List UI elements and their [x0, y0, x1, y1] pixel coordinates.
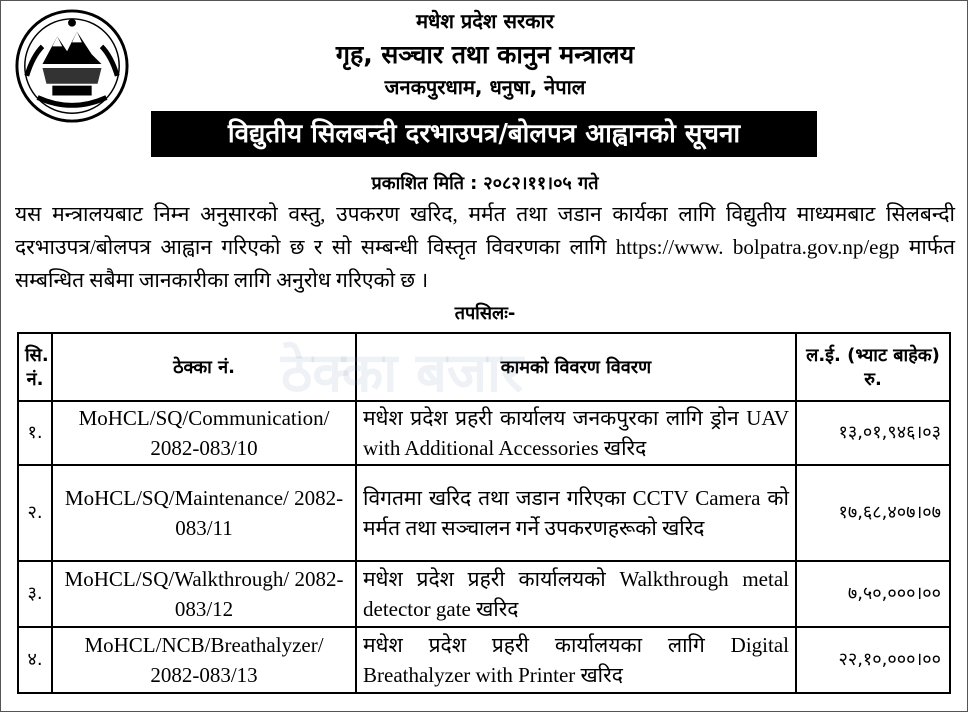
tender-table: [17, 332, 951, 694]
row-estimate: १७,६८,४०७।०७: [796, 465, 950, 561]
header-serial-number: सि. नं.: [18, 333, 52, 401]
row-contract-number: MoHCL/NCB/Breathalyzer/ 2082-083/13: [52, 627, 356, 693]
table-row: [18, 627, 950, 693]
row-serial: २.: [18, 465, 52, 561]
table-row: [18, 465, 950, 561]
row-estimate: २२,१०,०००।००: [796, 627, 950, 693]
row-serial: १.: [18, 401, 52, 465]
ministry-name: गृह, सञ्चार तथा कानुन मन्त्रालय: [335, 40, 635, 69]
notice-title: विद्युतीय सिलबन्दी दरभाउपत्र/बोलपत्र आह्वानको सूचना: [151, 111, 817, 157]
table-header-row: [18, 333, 950, 401]
header-contract-number: ठेक्का नं.: [52, 333, 356, 401]
row-estimate: १३,०१,९४६।०३: [796, 401, 950, 465]
row-contract-number: MoHCL/SQ/Maintenance/ 2082-083/11: [52, 465, 356, 561]
table-row: [18, 561, 950, 627]
row-description: मधेश प्रदेश प्रहरी कार्यालय जनकपुरका लागि ड्रोन UAV with Additional Accessories खरिद: [356, 401, 796, 465]
header-description: कामको विवरण विवरण: [356, 333, 796, 401]
ministry-address: जनकपुरधाम, धनुषा, नेपाल: [384, 75, 586, 99]
watermark-logo: ठेक्का बजार: [281, 341, 524, 404]
row-serial: ३.: [18, 561, 52, 627]
row-contract-number: MoHCL/SQ/Walkthrough/ 2082-083/12: [52, 561, 356, 627]
publication-date-value: २०८२।११।०५ गते: [483, 173, 599, 194]
row-description: मधेश प्रदेश प्रहरी कार्यालयको Walkthrough metal detector gate खरिद: [356, 561, 796, 627]
row-description: विगतमा खरिद तथा जडान गरिएका CCTV Camera को मर्मत तथा सञ्चालन गर्ने उपकरणहरूको खरिद: [356, 465, 796, 561]
province-government-heading: मधेश प्रदेश सरकार: [416, 9, 554, 33]
intro-paragraph: यस मन्त्रालयबाट निम्न अनुसारको वस्तु, उपकरण खरिद, मर्मत तथा जडान कार्यका लागि विद्युतीय माध्यमबाट सिलबन्दी दरभाउपत्र/बोलपत्र आह्वान गरिएको छ र सो सम्बन्धी विस्तृत विवरणका लागि https://www. bolpatra.gov.np/egp मार्फत सम्बन्धित सबैमा जानकारीका लागि अनुरोध गरिएको छ ।: [15, 202, 955, 292]
publication-date-label: प्रकाशित मिति: [371, 173, 465, 194]
publication-date: प्रकाशित मिति : २०८२।११।०५ गते: [371, 173, 599, 194]
row-serial: ४.: [18, 627, 52, 693]
details-label: तपसिलः-: [454, 303, 516, 324]
row-description: मधेश प्रदेश प्रहरी कार्यालयका लागि Digital Breathalyzer with Printer खरिद: [356, 627, 796, 693]
table-row: [18, 401, 950, 465]
row-estimate: ७,५०,०००।००: [796, 561, 950, 627]
header-cost-estimate: ल.ई. (भ्याट बाहेक) रु.: [796, 333, 950, 401]
row-contract-number: MoHCL/SQ/Communication/ 2082-083/10: [52, 401, 356, 465]
